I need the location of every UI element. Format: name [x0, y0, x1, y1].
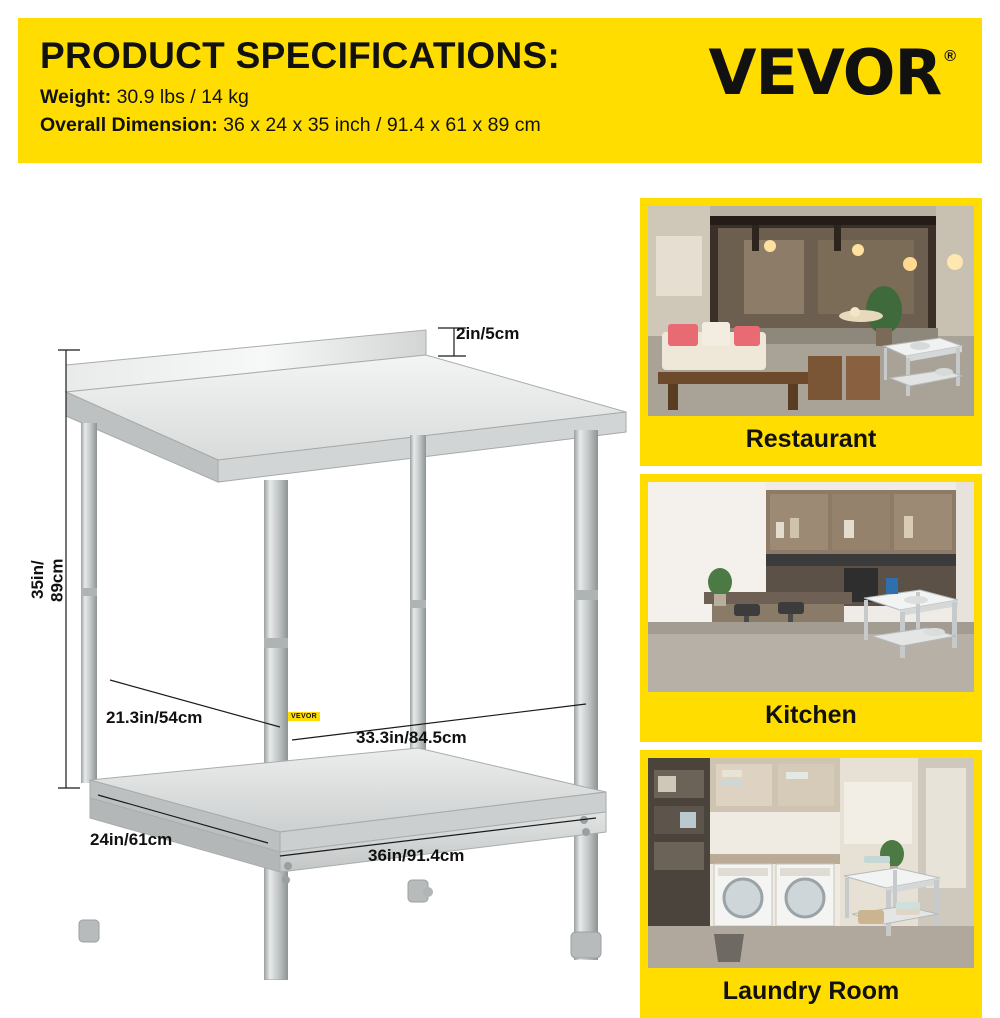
scene-image-restaurant: [648, 206, 974, 416]
dimension-shelf-width: 33.3in/84.5cm: [356, 728, 467, 747]
scene-card-restaurant: [640, 198, 982, 466]
vevor-logo: [708, 36, 956, 109]
scene-card-laundry: [640, 750, 982, 1018]
registered-trademark-icon: ®: [944, 48, 956, 65]
dimension-overall-depth: 24in/61cm: [90, 830, 173, 849]
scene-image-laundry: [648, 758, 974, 968]
page-title: PRODUCT SPECIFICATIONS:: [40, 35, 561, 76]
spec-value-dimension: 36 x 24 x 35 inch / 91.4 x 61 x 89 cm: [223, 113, 541, 136]
dimension-overall-width: 36in/91.4cm: [368, 846, 465, 865]
spec-label-weight: Weight:: [40, 85, 112, 108]
scene-caption-kitchen: Kitchen: [765, 701, 857, 729]
brand-wordmark: VEVOR: [708, 36, 942, 109]
scene-caption-laundry: Laundry Room: [722, 977, 900, 1005]
spec-value-weight: 30.9 lbs / 14 kg: [116, 85, 249, 108]
scene-caption-restaurant: Restaurant: [745, 425, 877, 453]
scene-image-kitchen: [648, 482, 974, 692]
dimension-backsplash: 2in/5cm: [456, 324, 520, 343]
product-vevor-badge: VEVOR: [288, 712, 320, 721]
spec-label-dimension: Overall Dimension:: [40, 113, 218, 136]
dimension-shelf-depth: 21.3in/54cm: [106, 708, 203, 727]
stainless-steel-table-drawing: [18, 180, 628, 980]
product-illustration: [18, 180, 628, 980]
specifications-banner: [18, 18, 982, 163]
scene-card-kitchen: [640, 474, 982, 742]
dimension-height: 35in/ 89cm: [28, 558, 67, 602]
spec-row-dimension: [40, 111, 960, 139]
